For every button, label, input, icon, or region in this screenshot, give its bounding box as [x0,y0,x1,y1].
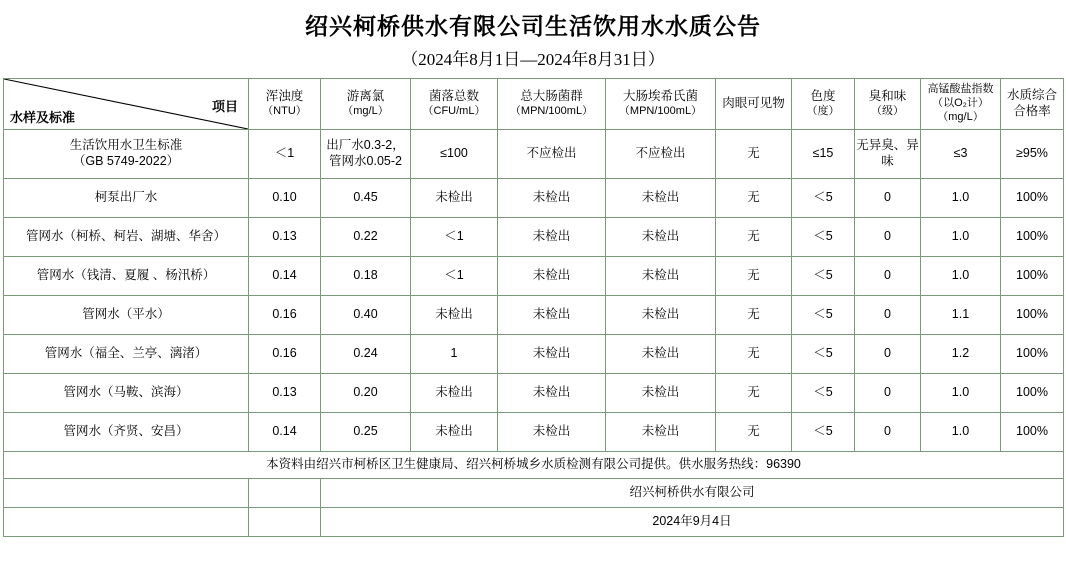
signature-blank-cell-a [4,479,249,508]
row-overall-pass-rate: 100% [1001,179,1064,218]
table-row [4,413,1064,452]
row-name: 管网水（齐贤、安昌） [4,413,249,452]
row-chroma: ＜5 [792,374,855,413]
row-free-chlorine: 0.24 [321,335,411,374]
row-colony-count: 未检出 [411,374,498,413]
row-turbidity: 0.14 [249,257,321,296]
row-ecoli: 未检出 [606,257,716,296]
row-odor-taste: 0 [855,296,921,335]
row-name: 管网水（钱清、夏履 、杨汛桥） [4,257,249,296]
header-odor-taste-name: 臭和味 [868,89,907,104]
header-item-label: 项目 [211,99,238,114]
row-name: 管网水（福全、兰亭、漓渚） [4,335,249,374]
row-chroma: ＜5 [792,335,855,374]
header-colony-count-name: 菌落总数 [428,89,479,104]
table-header-row [4,79,1064,130]
standard-total-coliform: 不应检出 [498,130,606,179]
row-visible-matter: 无 [716,413,792,452]
table-row [4,218,1064,257]
row-ecoli: 未检出 [606,296,716,335]
row-ecoli: 未检出 [606,413,716,452]
signature-company: 绍兴柯桥供水有限公司 [321,479,1064,508]
row-colony-count: 1 [411,335,498,374]
row-free-chlorine: 0.25 [321,413,411,452]
row-turbidity: 0.10 [249,179,321,218]
row-chroma: ＜5 [792,179,855,218]
row-free-chlorine: 0.40 [321,296,411,335]
row-ecoli: 未检出 [606,179,716,218]
standard-turbidity: ＜1 [249,130,321,179]
header-ecoli [606,79,716,130]
row-total-coliform: 未检出 [498,179,606,218]
row-total-coliform: 未检出 [498,218,606,257]
header-chroma-name: 色度 [810,89,836,104]
row-chroma: ＜5 [792,257,855,296]
header-free-chlorine-unit: （mg/L） [342,104,389,117]
header-total-coliform-unit: （MPN/100mL） [509,104,594,117]
row-free-chlorine: 0.22 [321,218,411,257]
standard-odor-taste: 无异臭、异味 [855,130,921,179]
row-visible-matter: 无 [716,257,792,296]
standard-row-name-line2: （GB 5749-2022） [72,154,180,168]
row-overall-pass-rate: 100% [1001,374,1064,413]
row-turbidity: 0.14 [249,413,321,452]
row-chroma: ＜5 [792,413,855,452]
row-name: 管网水（柯桥、柯岩、湖塘、华舍） [4,218,249,257]
header-ecoli-unit: （MPN/100mL） [618,104,703,117]
row-free-chlorine: 0.18 [321,257,411,296]
row-ecoli: 未检出 [606,374,716,413]
row-name: 柯泵出厂水 [4,179,249,218]
table-row [4,374,1064,413]
row-overall-pass-rate: 100% [1001,335,1064,374]
row-colony-count: 未检出 [411,413,498,452]
row-permanganate-index: 1.0 [921,218,1001,257]
header-permanganate-index-name: 高锰酸盐指数（以O₂计） [927,83,994,110]
header-ecoli-name: 大肠埃希氏菌 [622,89,698,104]
row-visible-matter: 无 [716,179,792,218]
standard-row-name [4,130,249,179]
header-chroma [792,79,855,130]
row-ecoli: 未检出 [606,335,716,374]
row-name: 管网水（平水） [4,296,249,335]
row-permanganate-index: 1.2 [921,335,1001,374]
row-visible-matter: 无 [716,296,792,335]
row-chroma: ＜5 [792,296,855,335]
signature-date: 2024年9月4日 [321,508,1064,537]
row-odor-taste: 0 [855,179,921,218]
row-visible-matter: 无 [716,335,792,374]
table-row [4,257,1064,296]
table-row [4,335,1064,374]
row-visible-matter: 无 [716,374,792,413]
row-overall-pass-rate: 100% [1001,218,1064,257]
row-total-coliform: 未检出 [498,413,606,452]
row-odor-taste: 0 [855,374,921,413]
header-colony-count-unit: （CFU/mL） [422,104,486,117]
header-colony-count [411,79,498,130]
water-quality-table [3,78,1064,537]
header-permanganate-index-unit: （mg/L） [937,110,984,123]
standard-ecoli: 不应检出 [606,130,716,179]
row-total-coliform: 未检出 [498,374,606,413]
row-odor-taste: 0 [855,257,921,296]
row-colony-count: ＜1 [411,257,498,296]
signature-company-row [4,479,1064,508]
row-permanganate-index: 1.0 [921,257,1001,296]
row-colony-count: ＜1 [411,218,498,257]
row-overall-pass-rate: 100% [1001,296,1064,335]
row-total-coliform: 未检出 [498,335,606,374]
standard-row [4,130,1064,179]
table-row [4,296,1064,335]
standard-visible-matter: 无 [716,130,792,179]
standard-colony-count: ≤100 [411,130,498,179]
header-total-coliform-name: 总大肠菌群 [520,89,583,104]
header-odor-taste [855,79,921,130]
row-overall-pass-rate: 100% [1001,413,1064,452]
standard-permanganate-index: ≤3 [921,130,1001,179]
page-title: 绍兴柯桥供水有限公司生活饮用水水质公告 [305,14,761,39]
footnote-row [4,452,1064,479]
header-total-coliform [498,79,606,130]
standard-overall-pass-rate: ≥95% [1001,130,1064,179]
row-name: 管网水（马鞍、滨海） [4,374,249,413]
row-odor-taste: 0 [855,413,921,452]
row-colony-count: 未检出 [411,179,498,218]
row-permanganate-index: 1.1 [921,296,1001,335]
row-permanganate-index: 1.0 [921,179,1001,218]
row-turbidity: 0.16 [249,296,321,335]
signature-blank-cell-b [249,479,321,508]
row-permanganate-index: 1.0 [921,374,1001,413]
page-subtitle: （2024年8月1日—2024年8月31日） [401,50,665,69]
signature-blank-cell-d [249,508,321,537]
row-turbidity: 0.13 [249,218,321,257]
row-colony-count: 未检出 [411,296,498,335]
row-permanganate-index: 1.0 [921,413,1001,452]
row-ecoli: 未检出 [606,218,716,257]
header-visible-matter [716,79,792,130]
header-sample-label: 水样及标准 [10,109,76,125]
row-free-chlorine: 0.45 [321,179,411,218]
header-turbidity-name: 浑浊度 [265,89,304,104]
header-permanganate-index [921,79,1001,130]
row-turbidity: 0.16 [249,335,321,374]
standard-row-name-line1: 生活饮用水卫生标准 [69,138,183,153]
header-turbidity-unit: （NTU） [262,104,307,117]
signature-blank-cell-c [4,508,249,537]
header-free-chlorine [321,79,411,130]
row-overall-pass-rate: 100% [1001,257,1064,296]
row-chroma: ＜5 [792,218,855,257]
table-row [4,179,1064,218]
header-overall-pass-rate [1001,79,1064,130]
header-chroma-unit: （度） [806,104,840,117]
row-free-chlorine: 0.20 [321,374,411,413]
header-odor-taste-unit: （级） [871,104,904,117]
standard-free-chlorine: 出厂水0.3-2，管网水0.05-2 [321,130,411,179]
header-visible-matter-name: 肉眼可见物 [722,96,785,111]
row-total-coliform: 未检出 [498,257,606,296]
row-visible-matter: 无 [716,218,792,257]
signature-date-row [4,508,1064,537]
row-total-coliform: 未检出 [498,296,606,335]
standard-chroma: ≤15 [792,130,855,179]
footnote-text: 本资料由绍兴市柯桥区卫生健康局、绍兴柯桥城乡水质检测有限公司提供。供水服务热线：96390 [4,452,1064,479]
header-turbidity [249,79,321,130]
row-turbidity: 0.13 [249,374,321,413]
header-corner-cell [4,79,249,130]
header-free-chlorine-name: 游离氯 [346,89,385,104]
row-odor-taste: 0 [855,218,921,257]
row-odor-taste: 0 [855,335,921,374]
header-overall-pass-rate-name: 水质综合合格率 [1006,88,1057,118]
